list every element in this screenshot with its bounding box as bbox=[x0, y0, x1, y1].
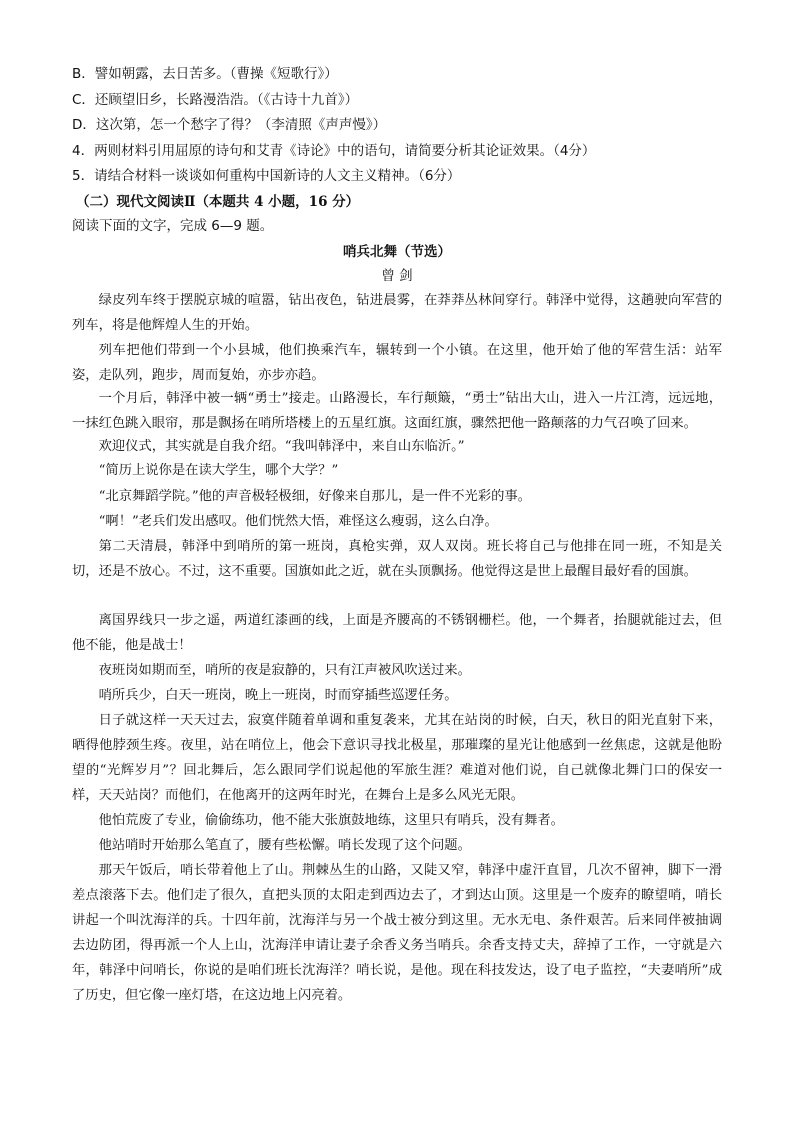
article-paragraph-15: 那天午饭后，哨长带着他上了山。荆棘丛生的山路，又陡又窄，韩泽中虚汗直冒，几次不留神，脚下一滑差点滚落下去。他们走了很久，直把头顶的太阳走到西边去了，才到达山顶。这里是一个废弃的瞭望哨，哨长讲起一个叫沈海洋的兵。十四年前，沈海洋与另一个战士被分到这里。无水无电、条件艰苦。后来同伴被抽调去边防团，得再派一个人上山，沈海洋申请让妻子余香义务当哨兵。余香支持丈夫，辞掉了工作，一守就是六年，韩泽中问哨长，你说的是咱们班长沈海洋？哨长说，是他。现在科技发达，设了电子监控，“夫妻哨所”成了历史，但它像一座灯塔，在这边地上闪亮着。 bbox=[72, 863, 722, 1003]
article-paragraph-14: 他站哨时开始那么笔直了，腰有些松懈。哨长发现了这个问题。 bbox=[98, 838, 471, 853]
section-title: （二）现代文阅读Ⅱ（本题共 4 小题，16 分） bbox=[76, 194, 360, 210]
article-title: 哨兵北舞（节选） bbox=[343, 244, 451, 260]
option-b: B．譬如朝露，去日苦多。（曹操《短歌行》） bbox=[72, 66, 338, 82]
article-paragraph-1: 绿皮列车终于摆脱京城的喧嚣，钻出夜色，钻进晨雾，在莽莽丛林间穿行。韩泽中觉得，这趟驶向军营的列车，将是他辉煌人生的开始。 bbox=[72, 293, 722, 333]
article-paragraph-13: 他怕荒废了专业，偷偷练功，他不能大张旗鼓地练，这里只有哨兵，没有舞者。 bbox=[98, 813, 564, 828]
article-paragraph-7: “啊！”老兵们发出感叹。他们恍然大悟，难怪这么瘦弱，这么白净。 bbox=[98, 514, 498, 529]
article-author: 曾 剑 bbox=[381, 268, 413, 284]
reading-instruction: 阅读下面的文字，完成 6—9 题。 bbox=[72, 218, 274, 234]
article-paragraph-3: 一个月后，韩泽中被一辆“勇士”接走。山路漫长，车行颠簸，“勇士”钻出大山，进入一片江湾，远远地，一抹红色跳入眼帘，那是飘扬在哨所塔楼上的五星红旗。这面红旗，骤然把他一路颠落的力气召唤了回来。 bbox=[72, 391, 722, 431]
article-paragraph-4: 欢迎仪式，其实就是自我介绍。“我叫韩泽中，来自山东临沂。” bbox=[98, 439, 465, 454]
option-d: D．这次第，怎一个愁字了得？（李清照《声声慢》） bbox=[72, 117, 387, 133]
article-paragraph-5: “简历上说你是在读大学生，哪个大学？” bbox=[98, 463, 339, 478]
article-paragraph-9: 离国界线只一步之遥，两道红漆画的线，上面是齐腰高的不锈钢栅栏。他，一个舞者，抬腿就能过去，但他不能，他是战士！ bbox=[72, 613, 722, 653]
article-paragraph-10: 夜班岗如期而至，哨所的夜是寂静的，只有江声被风吹送过来。 bbox=[98, 663, 471, 678]
article-paragraph-2: 列车把他们带到一个小县城，他们换乘汽车，辗转到一个小镇。在这里，他开始了他的军营生活：站军姿，走队列，跑步，周而复始，亦步亦趋。 bbox=[72, 343, 722, 383]
question-4: 4．两则材料引用屈原的诗句和艾青《诗论》中的语句，请简要分析其论证效果。（4分） bbox=[72, 143, 596, 159]
option-c: C．还顾望旧乡，长路漫浩浩。（《古诗十九首》） bbox=[72, 92, 359, 108]
article-paragraph-12: 日子就这样一天天过去，寂寞伴随着单调和重复袭来，尤其在站岗的时候，白天，秋日的阳光直射下来，晒得他脖颈生疼。夜里，站在哨位上，他会下意识寻找北极星，那璀璨的星光让他感到一丝焦虑，这就是他盼望的“光辉岁月”？回北舞后，怎么跟同学们说起他的军旅生涯？难道对他们说，自己就像北舞门口的保安一样，天天站岗？而他们，在他离开的这两年时光，在舞台上是多么风光无限。 bbox=[72, 713, 722, 803]
article-paragraph-11: 哨所兵少，白天一班岗，晚上一班岗，时而穿插些巡逻任务。 bbox=[98, 688, 458, 703]
article-paragraph-8: 第二天清晨，韩泽中到哨所的第一班岗，真枪实弹，双人双岗。班长将自己与他排在同一班，不知是关切，还是不放心。不过，这不重要。国旗如此之近，就在头顶飘扬。他觉得这是世上最醒目最好看的国旗。 bbox=[72, 539, 722, 579]
question-5: 5．请结合材料一谈谈如何重构中国新诗的人文主义精神。（6分） bbox=[72, 168, 461, 184]
article-paragraph-6: “北京舞蹈学院。”他的声音极轻极细，好像来自那儿，是一件不光彩的事。 bbox=[98, 489, 532, 504]
